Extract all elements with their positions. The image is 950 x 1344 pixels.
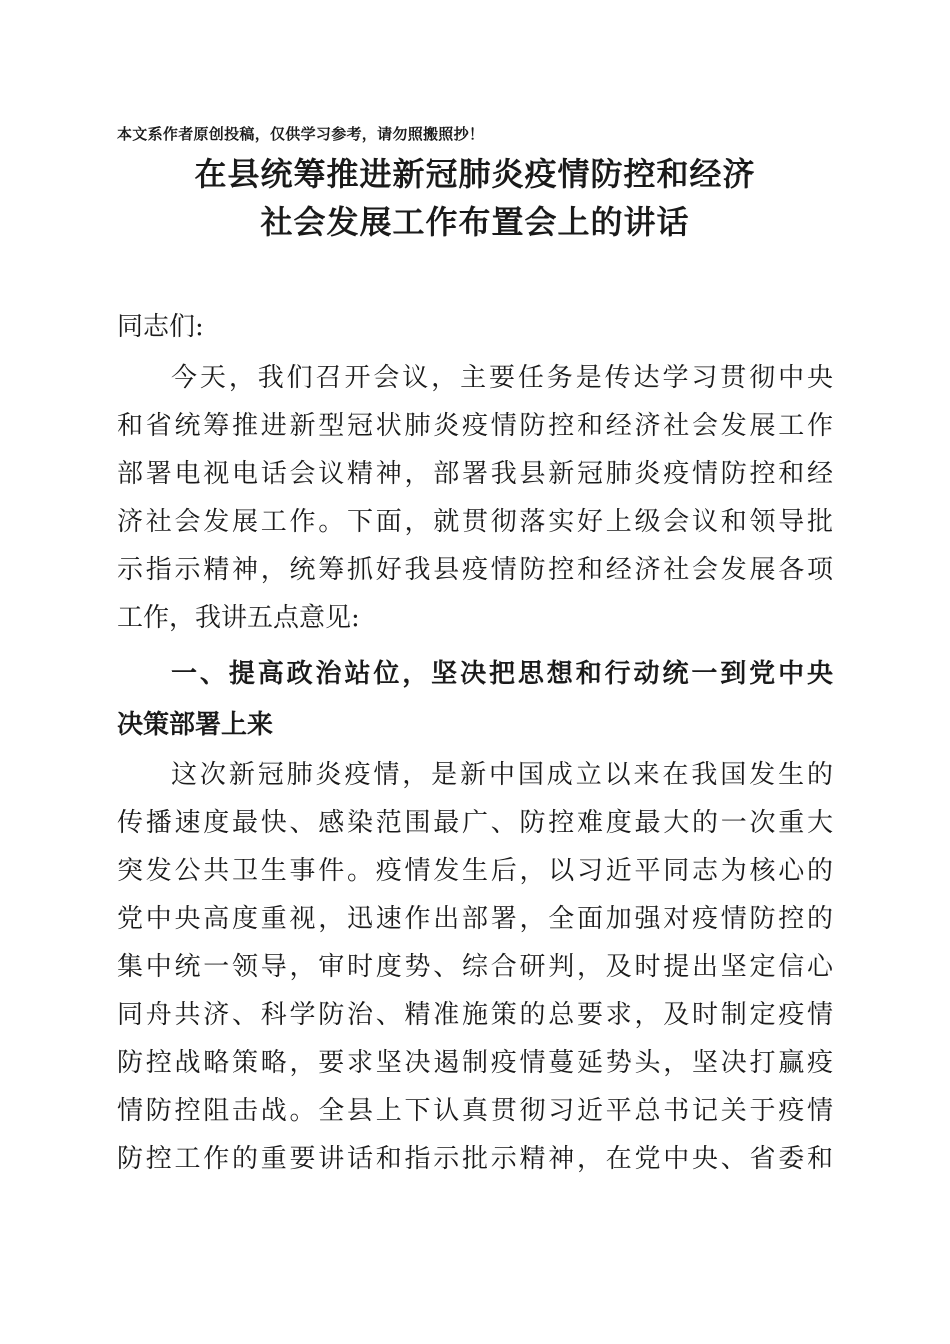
intro-line-3: 部署电视电话会议精神，部署我县新冠肺炎疫情防控和经 xyxy=(117,459,833,489)
section-1-line-4: 党中央高度重视，迅速作出部署，全面加强对疫情防控的 xyxy=(117,904,833,934)
section-1-line-7: 防控战略策略，要求坚决遏制疫情蔓延势头，坚决打赢疫 xyxy=(117,1048,833,1078)
intro-line-2: 和省统筹推进新型冠状肺炎疫情防控和经济社会发展工作 xyxy=(117,411,833,441)
section-1-line-8: 情防控阻击战。全县上下认真贯彻习近平总书记关于疫情 xyxy=(117,1096,833,1126)
intro-line-4: 济社会发展工作。下面，就贯彻落实好上级会议和领导批 xyxy=(117,507,833,537)
section-1-line-5: 集中统一领导，审时度势、综合研判，及时提出坚定信心 xyxy=(117,952,833,982)
intro-line-5: 示指示精神，统筹抓好我县疫情防控和经济社会发展各项 xyxy=(117,555,833,585)
section-1-line-3: 突发公共卫生事件。疫情发生后，以习近平同志为核心的 xyxy=(117,856,833,886)
section-1-line-6: 同舟共济、科学防治、精准施策的总要求，及时制定疫情 xyxy=(117,1000,833,1030)
section-1-heading-line-2: 决策部署上来 xyxy=(117,710,274,740)
section-1-line-9: 防控工作的重要讲话和指示批示精神，在党中央、省委和 xyxy=(117,1144,833,1174)
section-1-heading-line-1: 一、提高政治站位，坚决把思想和行动统一到党中央 xyxy=(171,659,833,689)
title-line-2: 社会发展工作布置会上的讲话 xyxy=(260,203,690,241)
copyright-notice: 本文系作者原创投稿，仅供学习参考，请勿照搬照抄！ xyxy=(117,125,485,143)
title-line-1: 在县统筹推进新冠肺炎疫情防控和经济 xyxy=(194,155,756,193)
salutation: 同志们: xyxy=(117,312,204,342)
intro-line-1: 今天，我们召开会议，主要任务是传达学习贯彻中央 xyxy=(171,363,833,393)
section-1-line-1: 这次新冠肺炎疫情，是新中国成立以来在我国发生的 xyxy=(171,760,833,790)
intro-line-6: 工作，我讲五点意见: xyxy=(117,603,360,633)
section-1-line-2: 传播速度最快、感染范围最广、防控难度最大的一次重大 xyxy=(117,808,833,838)
